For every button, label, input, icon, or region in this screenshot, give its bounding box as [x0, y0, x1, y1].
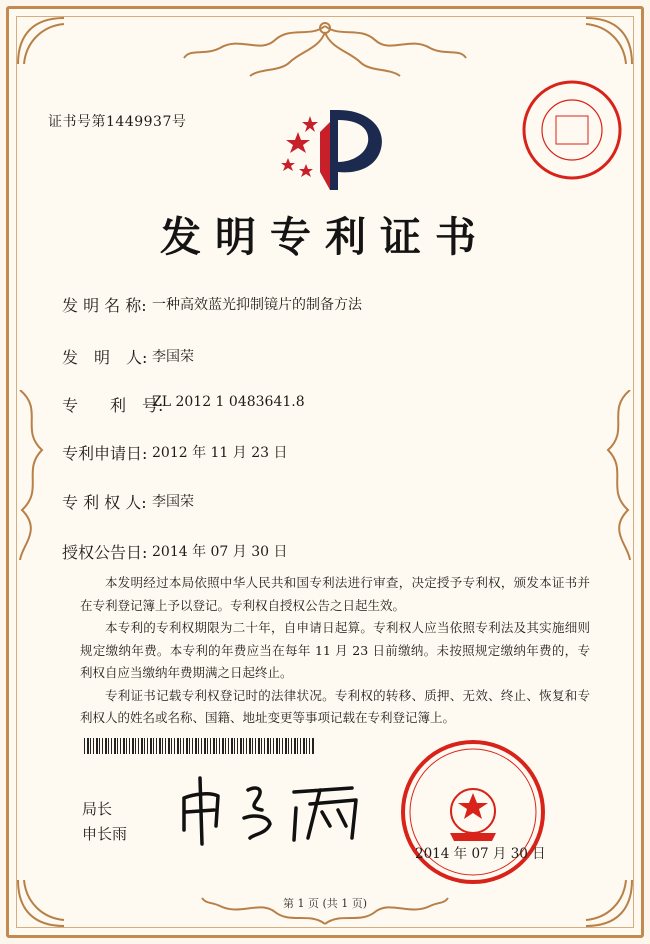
director-title: 局长	[82, 800, 113, 818]
corner-ornament-top-left	[14, 14, 74, 74]
inventor-label: 发 明 人:	[62, 348, 148, 367]
patent-number-label: 专 利 号:	[62, 396, 164, 415]
handwritten-signature	[170, 768, 390, 848]
patent-office-logo	[280, 102, 392, 192]
certificate-number: 证书号第1449937号	[48, 114, 187, 130]
grant-date-label: 授权公告日:	[62, 543, 148, 562]
director-name: 申长雨	[82, 825, 128, 843]
grant-date-value: 2014 年 07 月 30 日	[152, 544, 288, 560]
seal-date: 2014 年 07 月 30 日	[415, 846, 546, 862]
invention-name-value: 一种高效蓝光抑制镜片的制备方法	[152, 297, 362, 313]
filing-date-label: 专利申请日:	[62, 444, 148, 463]
body-paragraph-1: 本发明经过本局依照中华人民共和国专利法进行审查，决定授予专利权，颁发本证书并在专利登记簿上予以登记。专利权自授权公告之日起生效。	[80, 575, 590, 613]
left-ornament	[14, 390, 54, 560]
certificate-body	[80, 572, 590, 730]
barcode	[84, 738, 314, 754]
invention-name-label: 发 明 名 称:	[62, 296, 147, 315]
top-ornament	[180, 18, 470, 82]
patentee-label: 专 利 权 人:	[62, 493, 147, 512]
patent-number-value: ZL 2012 1 0483641.8	[152, 394, 305, 410]
patentee-value: 李国荣	[152, 494, 194, 510]
body-paragraph-3: 专利证书记载专利权登记时的法律状况。专利权的转移、质押、无效、终止、恢复和专利权人的姓名或名称、国籍、地址变更等事项记载在专利登记簿上。	[80, 687, 590, 725]
page-number: 第 1 页 (共 1 页)	[282, 897, 368, 910]
filing-date-value: 2012 年 11 月 23 日	[152, 445, 288, 461]
inventor-value: 李国荣	[152, 349, 194, 365]
body-paragraph-2: 本专利的专利权期限为二十年，自申请日起算。专利权人应当依照专利法及其实施细则规定缴纳年费。本专利的年费应当在每年 11 月 23 日前缴纳。未按照规定缴纳年费的，专利权自应当缴纳年费期满之日起终止。	[80, 620, 590, 680]
certificate-title: 发明专利证书	[160, 213, 490, 261]
right-ornament	[596, 390, 636, 560]
tax-stamp	[520, 78, 624, 182]
official-seal	[398, 737, 548, 887]
corner-ornament-top-right	[576, 14, 636, 74]
